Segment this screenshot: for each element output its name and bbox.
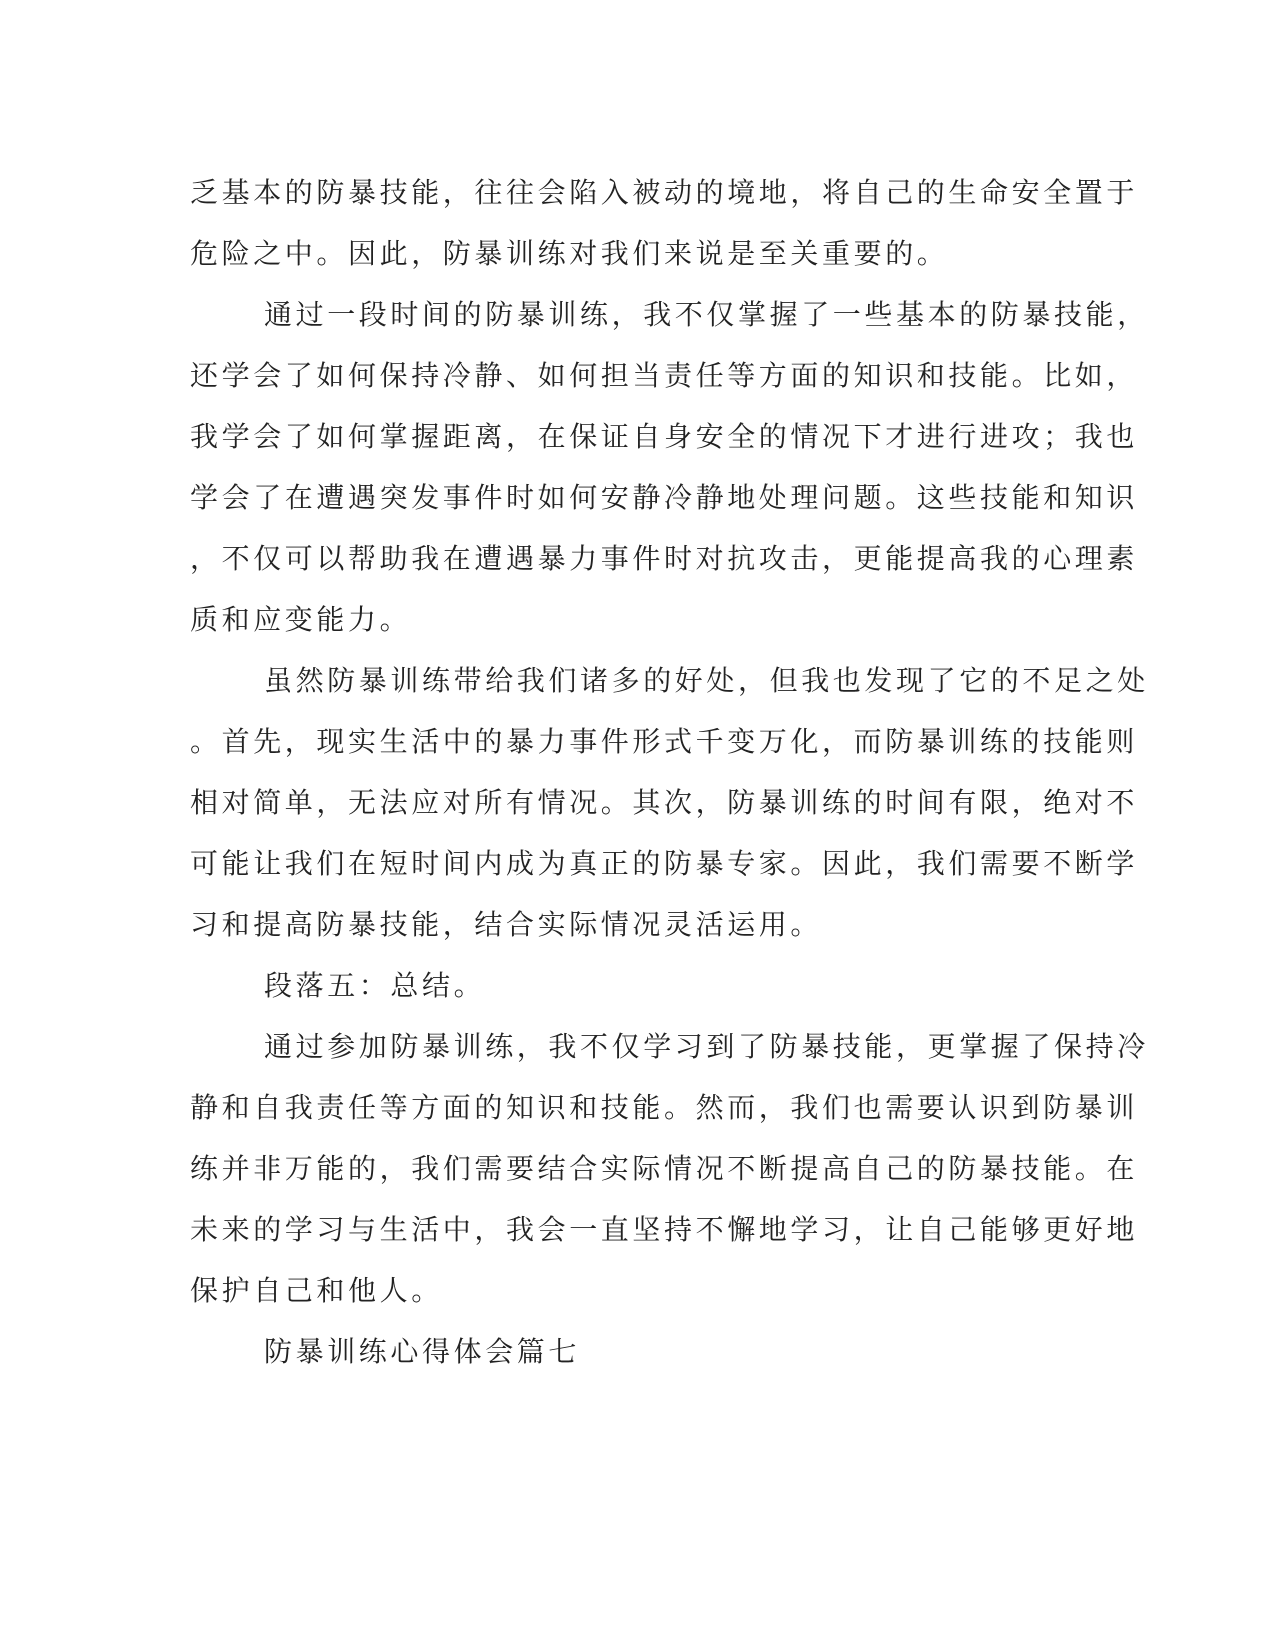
text-line: 质和应变能力。 [190, 603, 412, 636]
text-line: 保护自己和他人。 [190, 1274, 443, 1307]
text-line: 相对简单，无法应对所有情况。其次，防暴训练的时间有限，绝对不 [190, 786, 1139, 819]
text-line: 可能让我们在短时间内成为真正的防暴专家。因此，我们需要不断学 [190, 847, 1139, 880]
text-line: 还学会了如何保持冷静、如何担当责任等方面的知识和技能。比如， [190, 359, 1139, 392]
text-line: 乏基本的防暴技能，往往会陷入被动的境地，将自己的生命安全置于 [190, 176, 1139, 209]
document-body [190, 162, 1149, 1382]
text-line: 习和提高防暴技能，结合实际情况灵活运用。 [190, 908, 823, 941]
paragraph-first-line: 通过参加防暴训练，我不仅学习到了防暴技能，更掌握了保持冷 [264, 1030, 1149, 1063]
text-line: 危险之中。因此，防暴训练对我们来说是至关重要的。 [190, 237, 949, 270]
text-line: 静和自我责任等方面的知识和技能。然而，我们也需要认识到防暴训 [190, 1091, 1139, 1124]
section-heading: 段落五：总结。 [264, 969, 486, 1002]
article-title: 防暴训练心得体会篇七 [264, 1335, 581, 1368]
text-line: 学会了在遭遇突发事件时如何安静冷静地处理问题。这些技能和知识 [190, 481, 1139, 514]
paragraph-first-line: 虽然防暴训练带给我们诸多的好处，但我也发现了它的不足之处 [264, 664, 1149, 697]
text-line: 。首先，现实生活中的暴力事件形式千变万化，而防暴训练的技能则 [190, 725, 1139, 758]
paragraph-first-line: 通过一段时间的防暴训练，我不仅掌握了一些基本的防暴技能， [264, 298, 1149, 331]
text-line: 我学会了如何掌握距离，在保证自身安全的情况下才进行进攻；我也 [190, 420, 1139, 453]
text-line: 练并非万能的，我们需要结合实际情况不断提高自己的防暴技能。在 [190, 1152, 1139, 1185]
text-line: 未来的学习与生活中，我会一直坚持不懈地学习，让自己能够更好地 [190, 1213, 1139, 1246]
text-line: ，不仅可以帮助我在遭遇暴力事件时对抗攻击，更能提高我的心理素 [190, 542, 1139, 575]
